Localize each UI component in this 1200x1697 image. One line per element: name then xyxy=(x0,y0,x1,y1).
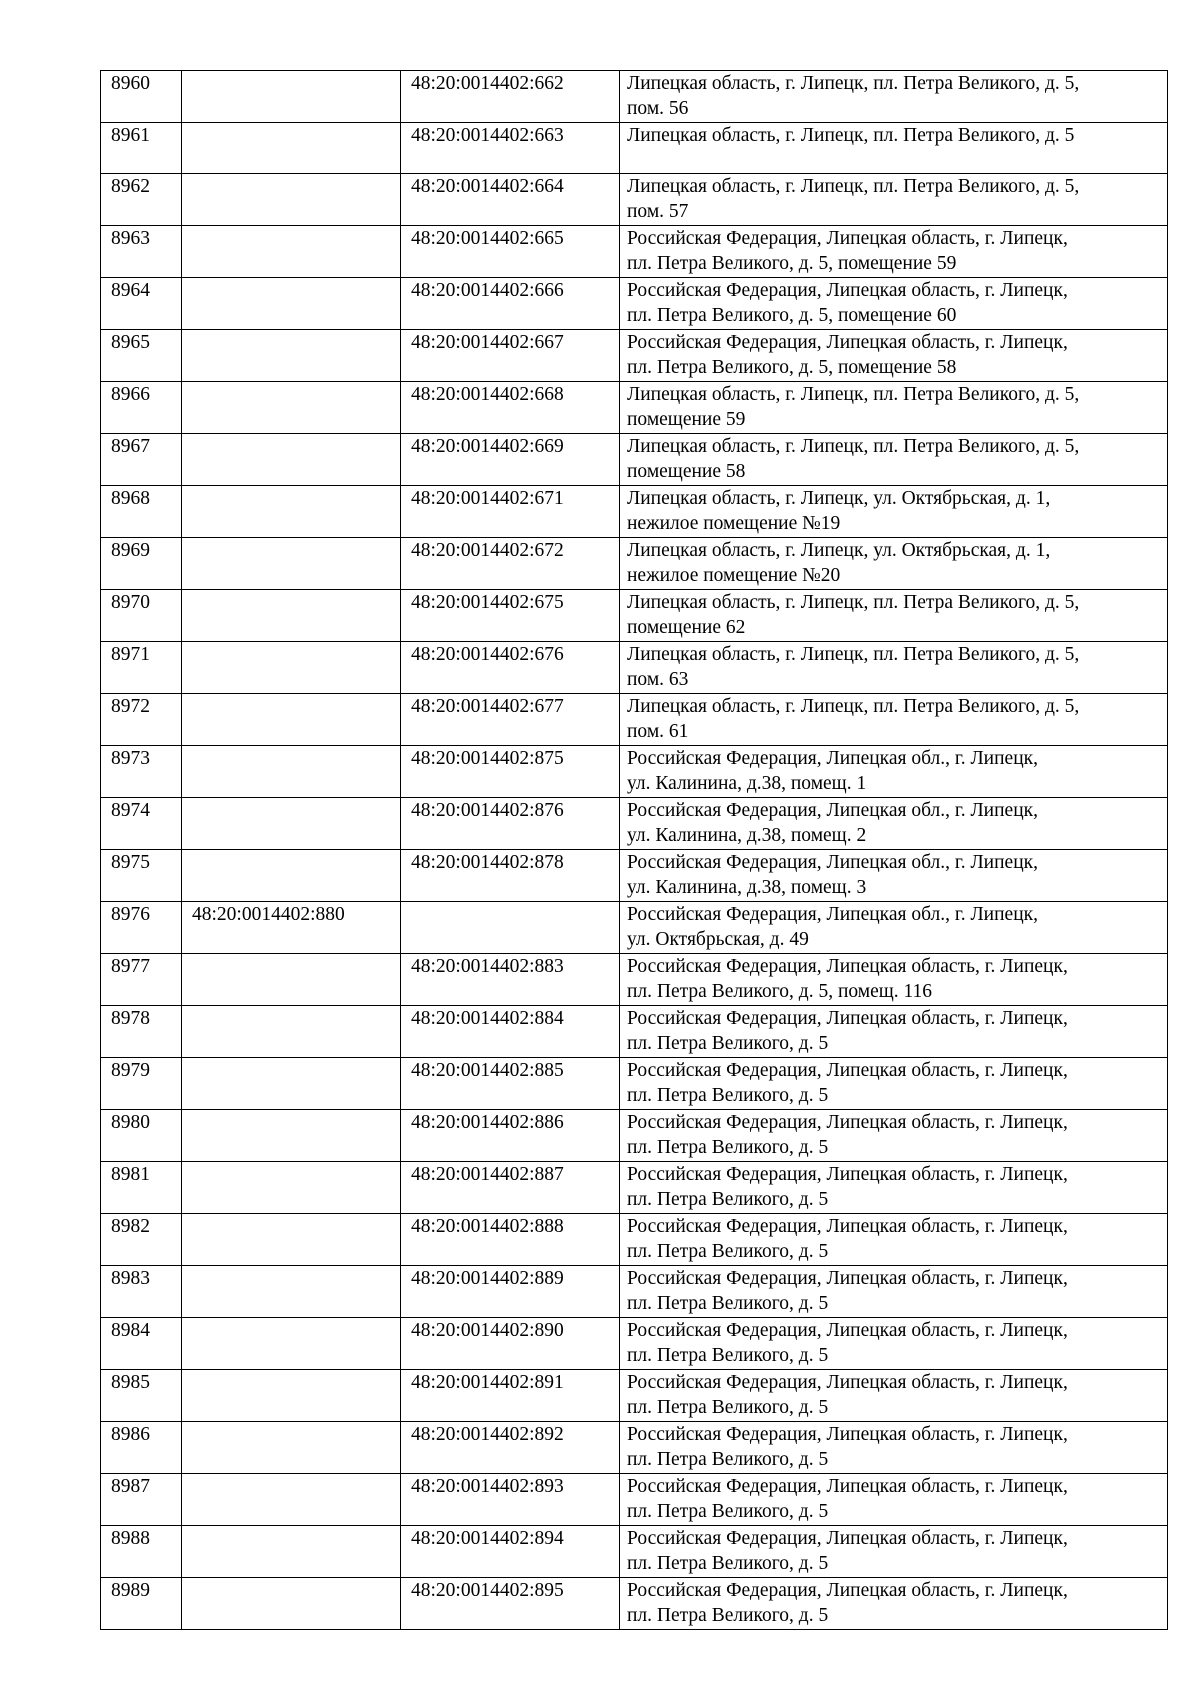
address-line: пл. Петра Великого, д. 5 xyxy=(627,1449,829,1470)
row-number-cell: 8976 xyxy=(101,902,182,954)
row-number-cell: 8986 xyxy=(101,1422,182,1474)
address-cell xyxy=(620,902,1168,954)
parcel-number-cell xyxy=(182,850,401,902)
row-number-cell: 8964 xyxy=(101,278,182,330)
cadastral-number-cell xyxy=(401,902,620,954)
address-line: Российская Федерация, Липецкая область, г. Липецк, xyxy=(627,1112,1068,1133)
table-row xyxy=(101,278,1168,330)
table-row xyxy=(101,538,1168,590)
address-line: пл. Петра Великого, д. 5 xyxy=(627,1137,829,1158)
parcel-number-cell xyxy=(182,798,401,850)
address-line: Российская Федерация, Липецкая область, г. Липецк, xyxy=(627,280,1068,301)
address-line: Российская Федерация, Липецкая обл., г. Липецк, xyxy=(627,852,1038,873)
row-number-cell: 8968 xyxy=(101,486,182,538)
address-cell xyxy=(620,954,1168,1006)
cadastral-number-cell: 48:20:0014402:895 xyxy=(401,1578,620,1630)
parcel-number-cell xyxy=(182,1006,401,1058)
row-number-cell: 8963 xyxy=(101,226,182,278)
address-line: помещение 59 xyxy=(627,409,746,430)
table-row xyxy=(101,1006,1168,1058)
address-line: Липецкая область, г. Липецк, ул. Октябрьская, д. 1, xyxy=(627,540,1051,561)
parcel-number-cell xyxy=(182,123,401,174)
row-number-cell: 8979 xyxy=(101,1058,182,1110)
address-line: пл. Петра Великого, д. 5 xyxy=(627,1189,829,1210)
address-line: Липецкая область, г. Липецк, пл. Петра Великого, д. 5, xyxy=(627,176,1080,197)
table-row xyxy=(101,954,1168,1006)
parcel-number-cell xyxy=(182,174,401,226)
address-line: Липецкая область, г. Липецк, пл. Петра Великого, д. 5, xyxy=(627,384,1080,405)
parcel-number-cell xyxy=(182,434,401,486)
row-number-cell: 8965 xyxy=(101,330,182,382)
address-line: Российская Федерация, Липецкая область, г. Липецк, xyxy=(627,1528,1068,1549)
address-line: Российская Федерация, Липецкая область, г. Липецк, xyxy=(627,332,1068,353)
table-row xyxy=(101,382,1168,434)
address-cell xyxy=(620,590,1168,642)
address-cell xyxy=(620,1526,1168,1578)
address-cell xyxy=(620,746,1168,798)
table-row xyxy=(101,71,1168,123)
address-cell xyxy=(620,1318,1168,1370)
parcel-number-cell xyxy=(182,1422,401,1474)
address-line: пл. Петра Великого, д. 5 xyxy=(627,1085,829,1106)
address-line: помещение 58 xyxy=(627,461,746,482)
table-row xyxy=(101,590,1168,642)
address-cell xyxy=(620,850,1168,902)
address-cell xyxy=(620,1422,1168,1474)
parcel-number-cell xyxy=(182,538,401,590)
cadastral-number-cell: 48:20:0014402:662 xyxy=(401,71,620,123)
table-row xyxy=(101,330,1168,382)
address-cell xyxy=(620,226,1168,278)
address-cell xyxy=(620,71,1168,123)
row-number-cell: 8982 xyxy=(101,1214,182,1266)
row-number-cell: 8978 xyxy=(101,1006,182,1058)
row-number-cell: 8962 xyxy=(101,174,182,226)
table-row xyxy=(101,1266,1168,1318)
address-cell xyxy=(620,278,1168,330)
cadastral-number-cell: 48:20:0014402:669 xyxy=(401,434,620,486)
address-line: Российская Федерация, Липецкая область, г. Липецк, xyxy=(627,1060,1068,1081)
address-cell xyxy=(620,798,1168,850)
address-line: нежилое помещение №19 xyxy=(627,513,841,534)
row-number-cell: 8981 xyxy=(101,1162,182,1214)
address-cell xyxy=(620,1214,1168,1266)
address-line: Российская Федерация, Липецкая область, г. Липецк, xyxy=(627,1580,1068,1601)
cadastral-number-cell: 48:20:0014402:884 xyxy=(401,1006,620,1058)
table-row xyxy=(101,642,1168,694)
address-line: Липецкая область, г. Липецк, пл. Петра Великого, д. 5, xyxy=(627,696,1080,717)
table-row xyxy=(101,1370,1168,1422)
parcel-number-cell xyxy=(182,1110,401,1162)
row-number-cell: 8989 xyxy=(101,1578,182,1630)
address-line: Российская Федерация, Липецкая область, г. Липецк, xyxy=(627,1320,1068,1341)
address-line: Российская Федерация, Липецкая область, г. Липецк, xyxy=(627,1216,1068,1237)
cadastral-number-cell: 48:20:0014402:667 xyxy=(401,330,620,382)
address-line: Российская Федерация, Липецкая область, г. Липецк, xyxy=(627,1372,1068,1393)
table-row xyxy=(101,902,1168,954)
cadastral-number-cell: 48:20:0014402:671 xyxy=(401,486,620,538)
parcel-number-cell xyxy=(182,746,401,798)
address-line: Российская Федерация, Липецкая область, г. Липецк, xyxy=(627,956,1068,977)
cadastral-number-cell: 48:20:0014402:890 xyxy=(401,1318,620,1370)
parcel-number-cell xyxy=(182,1266,401,1318)
table-row xyxy=(101,850,1168,902)
address-line: Российская Федерация, Липецкая обл., г. Липецк, xyxy=(627,904,1038,925)
address-line: пл. Петра Великого, д. 5, помещ. 116 xyxy=(627,981,933,1002)
address-line: ул. Калинина, д.38, помещ. 2 xyxy=(627,825,867,846)
property-registry-table xyxy=(100,70,1168,1630)
address-line: пл. Петра Великого, д. 5, помещение 59 xyxy=(627,253,957,274)
address-cell xyxy=(620,1474,1168,1526)
address-cell xyxy=(620,1162,1168,1214)
parcel-number-cell xyxy=(182,1474,401,1526)
row-number-cell: 8960 xyxy=(101,71,182,123)
table-row xyxy=(101,123,1168,174)
address-line: Российская Федерация, Липецкая область, г. Липецк, xyxy=(627,1476,1068,1497)
address-cell xyxy=(620,1578,1168,1630)
row-number-cell: 8971 xyxy=(101,642,182,694)
parcel-number-cell: 48:20:0014402:880 xyxy=(182,902,401,954)
cadastral-number-cell: 48:20:0014402:892 xyxy=(401,1422,620,1474)
address-line: пл. Петра Великого, д. 5 xyxy=(627,1553,829,1574)
address-line: Липецкая область, г. Липецк, пл. Петра Великого, д. 5, xyxy=(627,592,1080,613)
row-number-cell: 8970 xyxy=(101,590,182,642)
row-number-cell: 8980 xyxy=(101,1110,182,1162)
parcel-number-cell xyxy=(182,1370,401,1422)
row-number-cell: 8973 xyxy=(101,746,182,798)
row-number-cell: 8967 xyxy=(101,434,182,486)
address-line: пом. 57 xyxy=(627,201,689,222)
address-line: ул. Октябрьская, д. 49 xyxy=(627,929,809,950)
parcel-number-cell xyxy=(182,1318,401,1370)
cadastral-number-cell: 48:20:0014402:876 xyxy=(401,798,620,850)
address-cell xyxy=(620,123,1168,174)
parcel-number-cell xyxy=(182,1578,401,1630)
address-line: пл. Петра Великого, д. 5 xyxy=(627,1241,829,1262)
row-number-cell: 8974 xyxy=(101,798,182,850)
row-number-cell: 8988 xyxy=(101,1526,182,1578)
cadastral-number-cell: 48:20:0014402:883 xyxy=(401,954,620,1006)
table-row xyxy=(101,1214,1168,1266)
address-line: помещение 62 xyxy=(627,617,746,638)
parcel-number-cell xyxy=(182,226,401,278)
row-number-cell: 8969 xyxy=(101,538,182,590)
address-line: пл. Петра Великого, д. 5 xyxy=(627,1397,829,1418)
parcel-number-cell xyxy=(182,694,401,746)
address-line: Российская Федерация, Липецкая область, г. Липецк, xyxy=(627,1008,1068,1029)
cadastral-number-cell: 48:20:0014402:885 xyxy=(401,1058,620,1110)
registry-table-body xyxy=(101,71,1168,1630)
cadastral-number-cell: 48:20:0014402:888 xyxy=(401,1214,620,1266)
cadastral-number-cell: 48:20:0014402:891 xyxy=(401,1370,620,1422)
address-line: ул. Калинина, д.38, помещ. 1 xyxy=(627,773,867,794)
cadastral-number-cell: 48:20:0014402:894 xyxy=(401,1526,620,1578)
parcel-number-cell xyxy=(182,71,401,123)
document-page xyxy=(100,70,1168,1630)
parcel-number-cell xyxy=(182,278,401,330)
cadastral-number-cell: 48:20:0014402:676 xyxy=(401,642,620,694)
address-line: Липецкая область, г. Липецк, ул. Октябрьская, д. 1, xyxy=(627,488,1051,509)
row-number-cell: 8984 xyxy=(101,1318,182,1370)
parcel-number-cell xyxy=(182,486,401,538)
parcel-number-cell xyxy=(182,954,401,1006)
address-line: Липецкая область, г. Липецк, пл. Петра Великого, д. 5, xyxy=(627,644,1080,665)
row-number-cell: 8977 xyxy=(101,954,182,1006)
address-line: Российская Федерация, Липецкая область, г. Липецк, xyxy=(627,1424,1068,1445)
cadastral-number-cell: 48:20:0014402:675 xyxy=(401,590,620,642)
address-cell xyxy=(620,330,1168,382)
address-line: пом. 56 xyxy=(627,98,689,119)
parcel-number-cell xyxy=(182,330,401,382)
address-line: пл. Петра Великого, д. 5 xyxy=(627,1605,829,1626)
table-row xyxy=(101,694,1168,746)
address-line: пом. 61 xyxy=(627,721,689,742)
address-line: Липецкая область, г. Липецк, пл. Петра Великого, д. 5 xyxy=(627,125,1075,146)
row-number-cell: 8966 xyxy=(101,382,182,434)
address-cell xyxy=(620,486,1168,538)
row-number-cell: 8975 xyxy=(101,850,182,902)
cadastral-number-cell: 48:20:0014402:677 xyxy=(401,694,620,746)
table-row xyxy=(101,1162,1168,1214)
cadastral-number-cell: 48:20:0014402:889 xyxy=(401,1266,620,1318)
cadastral-number-cell: 48:20:0014402:665 xyxy=(401,226,620,278)
cadastral-number-cell: 48:20:0014402:666 xyxy=(401,278,620,330)
cadastral-number-cell: 48:20:0014402:893 xyxy=(401,1474,620,1526)
address-cell xyxy=(620,642,1168,694)
address-line: Российская Федерация, Липецкая область, г. Липецк, xyxy=(627,1268,1068,1289)
parcel-number-cell xyxy=(182,1214,401,1266)
address-line: пл. Петра Великого, д. 5 xyxy=(627,1033,829,1054)
address-line: ул. Калинина, д.38, помещ. 3 xyxy=(627,877,867,898)
address-line: пл. Петра Великого, д. 5 xyxy=(627,1501,829,1522)
address-cell xyxy=(620,538,1168,590)
table-row xyxy=(101,1526,1168,1578)
address-line: Липецкая область, г. Липецк, пл. Петра Великого, д. 5, xyxy=(627,436,1080,457)
table-row xyxy=(101,1318,1168,1370)
address-line: Российская Федерация, Липецкая область, г. Липецк, xyxy=(627,228,1068,249)
address-line: нежилое помещение №20 xyxy=(627,565,841,586)
cadastral-number-cell: 48:20:0014402:663 xyxy=(401,123,620,174)
table-row xyxy=(101,434,1168,486)
table-row xyxy=(101,486,1168,538)
address-line: пл. Петра Великого, д. 5, помещение 60 xyxy=(627,305,957,326)
address-line: Российская Федерация, Липецкая область, г. Липецк, xyxy=(627,1164,1068,1185)
address-line: пом. 63 xyxy=(627,669,689,690)
row-number-cell: 8972 xyxy=(101,694,182,746)
address-cell xyxy=(620,434,1168,486)
table-row xyxy=(101,1578,1168,1630)
address-line: Российская Федерация, Липецкая обл., г. Липецк, xyxy=(627,800,1038,821)
table-row xyxy=(101,746,1168,798)
table-row xyxy=(101,174,1168,226)
table-row xyxy=(101,226,1168,278)
address-cell xyxy=(620,1110,1168,1162)
row-number-cell: 8987 xyxy=(101,1474,182,1526)
cadastral-number-cell: 48:20:0014402:672 xyxy=(401,538,620,590)
address-cell xyxy=(620,694,1168,746)
cadastral-number-cell: 48:20:0014402:886 xyxy=(401,1110,620,1162)
parcel-number-cell xyxy=(182,1526,401,1578)
address-line: Липецкая область, г. Липецк, пл. Петра Великого, д. 5, xyxy=(627,73,1080,94)
cadastral-number-cell: 48:20:0014402:668 xyxy=(401,382,620,434)
address-cell xyxy=(620,1266,1168,1318)
address-line: пл. Петра Великого, д. 5 xyxy=(627,1293,829,1314)
row-number-cell: 8985 xyxy=(101,1370,182,1422)
parcel-number-cell xyxy=(182,382,401,434)
address-line: Российская Федерация, Липецкая обл., г. Липецк, xyxy=(627,748,1038,769)
cadastral-number-cell: 48:20:0014402:878 xyxy=(401,850,620,902)
table-row xyxy=(101,1110,1168,1162)
parcel-number-cell xyxy=(182,642,401,694)
address-cell xyxy=(620,1006,1168,1058)
address-cell xyxy=(620,174,1168,226)
address-cell xyxy=(620,1058,1168,1110)
parcel-number-cell xyxy=(182,590,401,642)
parcel-number-cell xyxy=(182,1162,401,1214)
address-cell xyxy=(620,382,1168,434)
address-line: пл. Петра Великого, д. 5 xyxy=(627,1345,829,1366)
address-line: пл. Петра Великого, д. 5, помещение 58 xyxy=(627,357,957,378)
table-row xyxy=(101,1422,1168,1474)
cadastral-number-cell: 48:20:0014402:875 xyxy=(401,746,620,798)
table-row xyxy=(101,1058,1168,1110)
cadastral-number-cell: 48:20:0014402:664 xyxy=(401,174,620,226)
row-number-cell: 8961 xyxy=(101,123,182,174)
parcel-number-cell xyxy=(182,1058,401,1110)
row-number-cell: 8983 xyxy=(101,1266,182,1318)
address-cell xyxy=(620,1370,1168,1422)
table-row xyxy=(101,798,1168,850)
table-row xyxy=(101,1474,1168,1526)
cadastral-number-cell: 48:20:0014402:887 xyxy=(401,1162,620,1214)
